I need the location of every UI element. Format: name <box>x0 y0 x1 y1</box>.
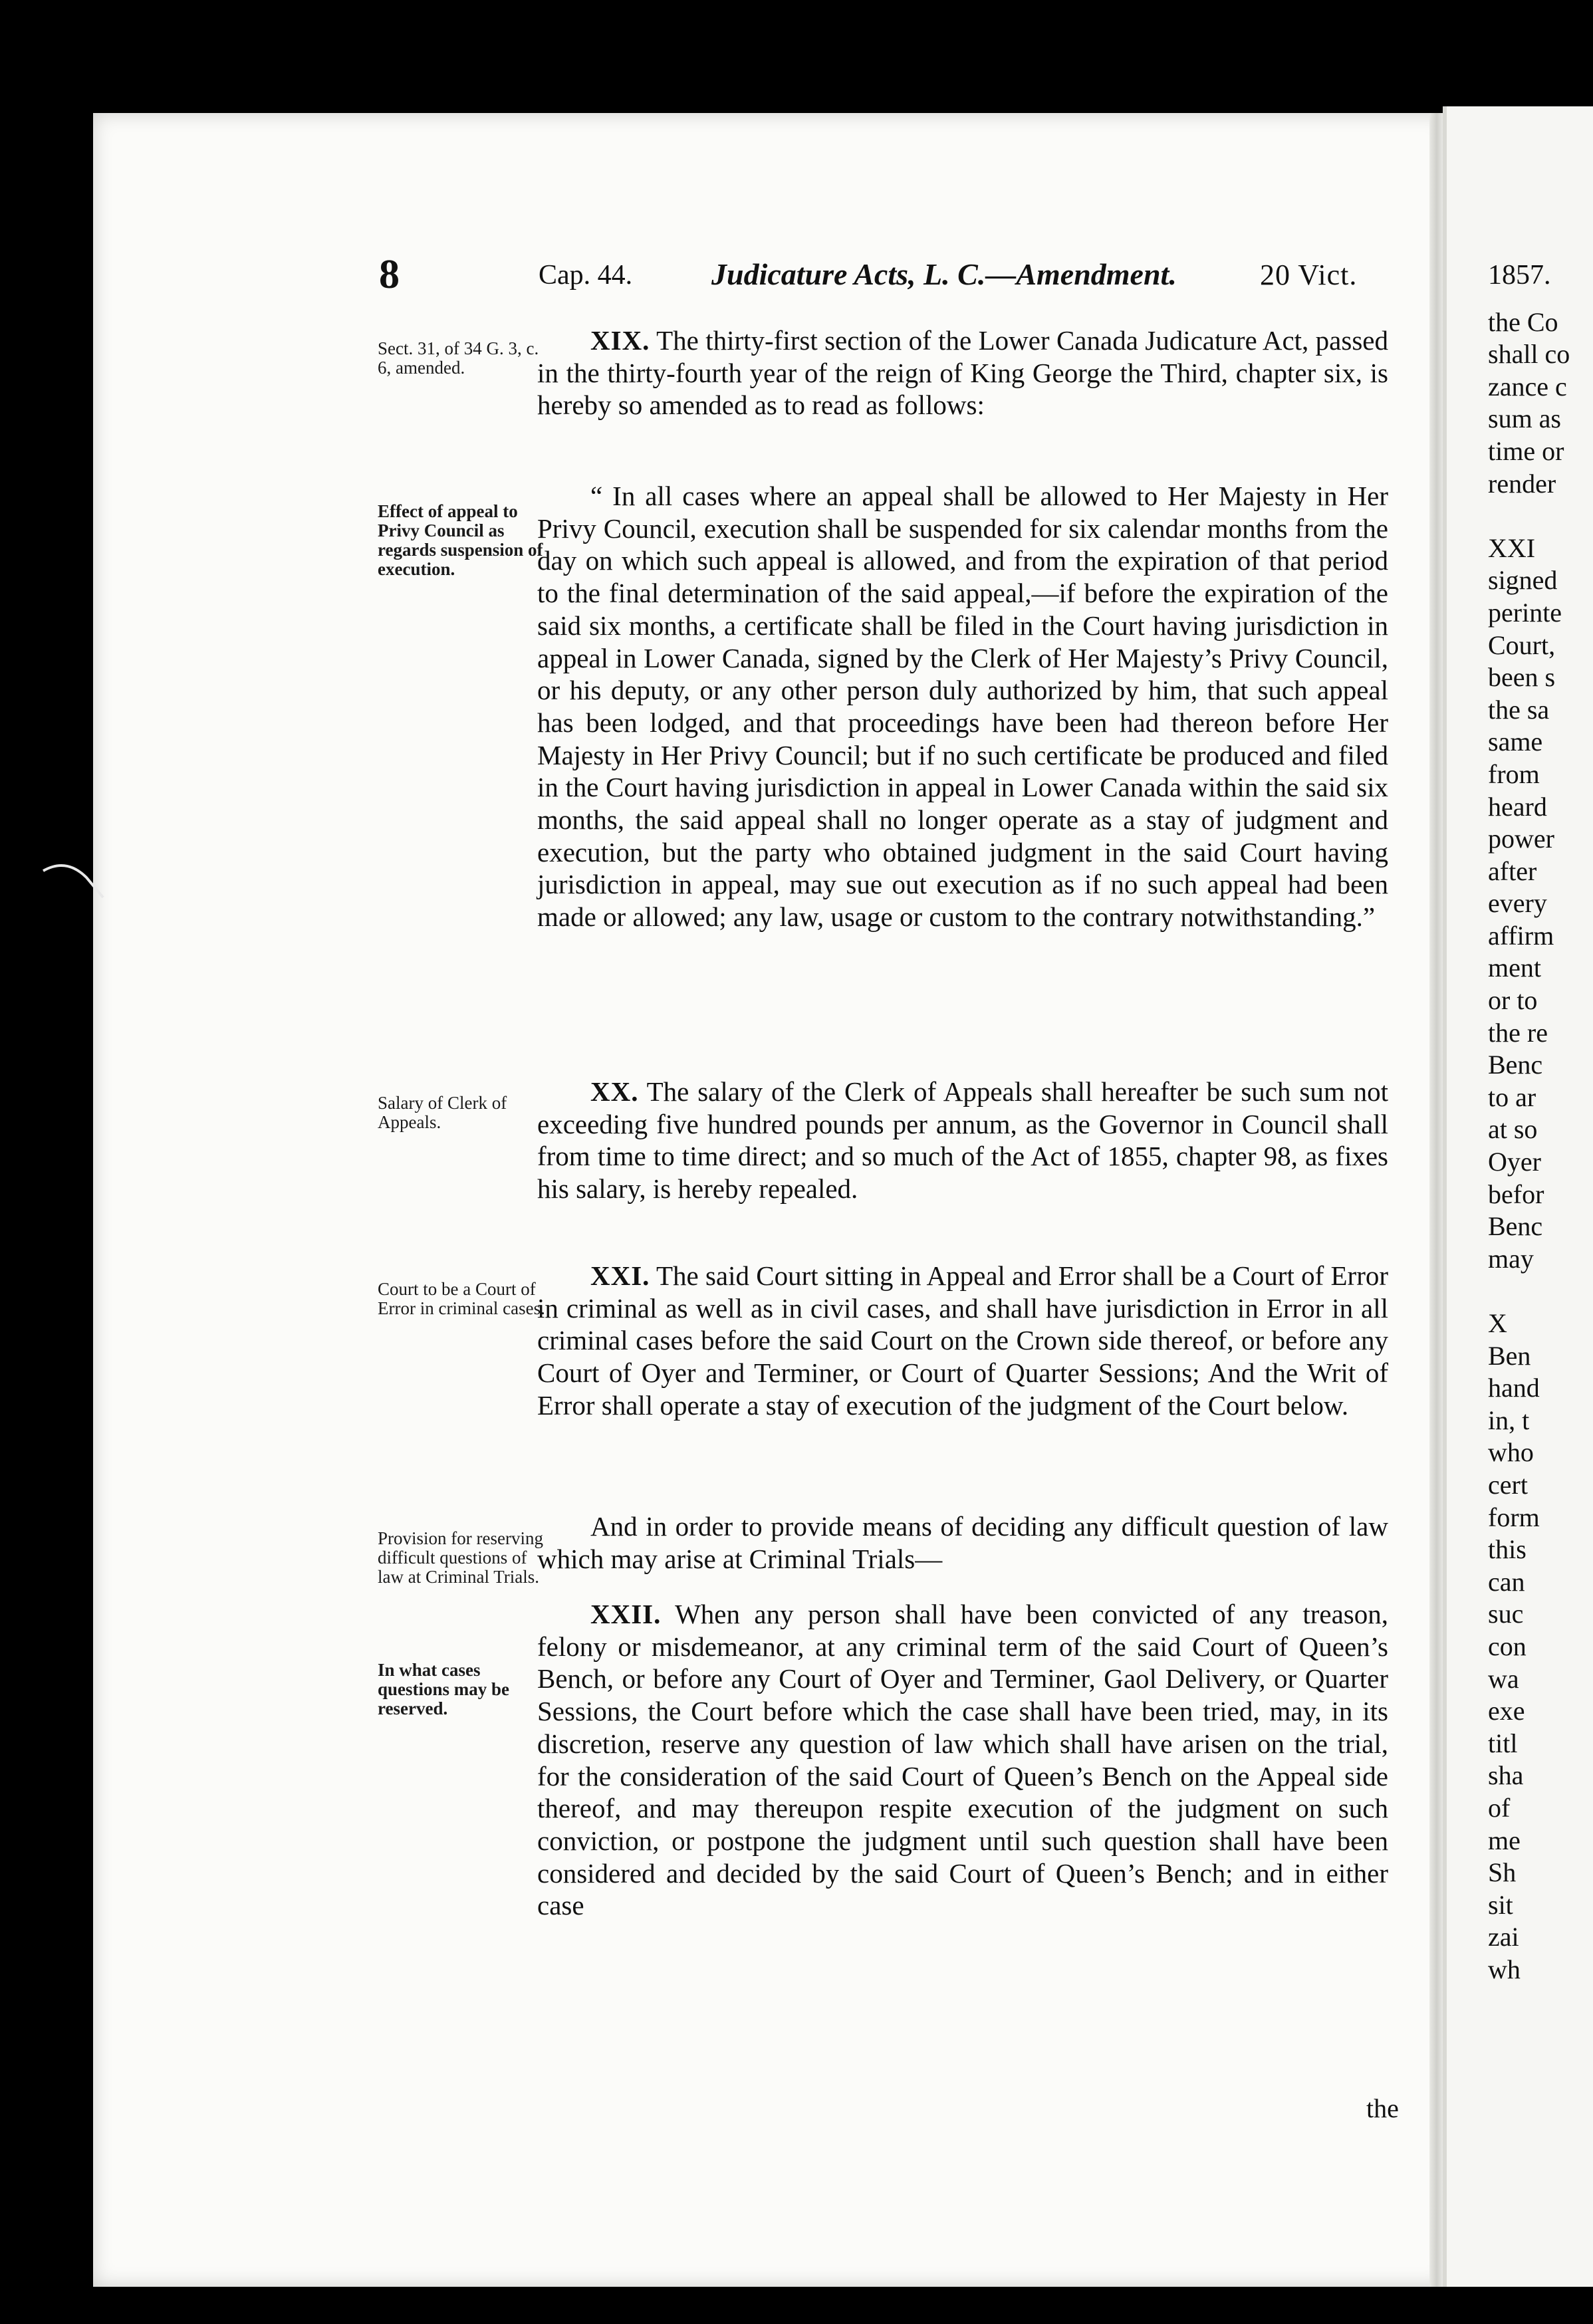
facing-page-line: Sh <box>1488 1857 1517 1888</box>
facing-page-line: the sa <box>1488 694 1550 725</box>
facing-page-line <box>1488 500 1593 532</box>
section-text: The thirty-first section of the Lower Canada Judicature Act, passed in the thirty-fourth year of the reign of King George the Third, chapter six, is hereby so amended as to read as follows: <box>537 325 1388 421</box>
facing-page-line: heard <box>1488 791 1547 822</box>
section-text: When any person shall have been convicted of any treason, felony or misdemeanor, at any criminal term of the said Court of Queen’s Bench, or before any Court of Oyer and Terminer, Gaol Delivery, or Quarter Sessions, the Court before which the case shall have been tried, may, in its discretion, reserve any question of law which shall have arisen on the trial, for the consideration of the said Court of Queen’s Bench on the Appeal side thereof, and may thereupon respite execution of the judgment on such conviction, or postpone the judgment until such question shall have been considered and decided by the said Court of Queen’s Bench; and in either case <box>537 1599 1389 1921</box>
running-title: Judicature Acts, L. C.—Amendment. <box>711 257 1177 291</box>
section-number: XXII. <box>590 1599 662 1629</box>
section-text: The salary of the Clerk of Appeals shall hereafter be such sum not exceeding five hundred pounds per annum, as the Governor in Council shall from time to time direct; and so much of the Act of 1855, chapter 98, as fixes his salary, is hereby repealed. <box>537 1076 1388 1205</box>
margin-note-salary: Salary of Clerk of Appeals. <box>378 1093 507 1132</box>
facing-page-line: cert <box>1488 1469 1528 1500</box>
page-gutter <box>1429 113 1444 2287</box>
facing-page-line: after <box>1488 856 1537 886</box>
section-xix <box>537 324 1388 421</box>
facing-page-line: form <box>1488 1502 1540 1532</box>
margin-note-provision: Provision for reserving difficult questions of law at Criminal Trials. <box>378 1528 543 1587</box>
facing-page-line: wa <box>1488 1663 1519 1694</box>
section-number: XXI. <box>590 1260 650 1291</box>
facing-page-line: sha <box>1488 1760 1524 1791</box>
facing-page-line: me <box>1488 1825 1521 1855</box>
facing-page-line: Ben <box>1488 1340 1531 1371</box>
facing-page-line: exe <box>1488 1696 1525 1726</box>
facing-page-line: shall co <box>1488 339 1570 370</box>
facing-page-line: affirm <box>1488 920 1554 951</box>
facing-page-line: or to <box>1488 985 1538 1016</box>
margin-note-error: Court to be a Court of Error in criminal cases. <box>378 1279 545 1318</box>
facing-page-line: sum as <box>1488 404 1561 434</box>
facing-page-line: hand <box>1488 1373 1540 1403</box>
facing-page-line: every <box>1488 888 1547 919</box>
facing-page-line: can <box>1488 1566 1525 1597</box>
facing-page-year: 1857. <box>1488 260 1551 290</box>
facing-page-line: may <box>1488 1243 1534 1274</box>
facing-page-line: ment <box>1488 953 1541 983</box>
facing-page-line: Oyer <box>1488 1147 1541 1177</box>
facing-page-line: Benc <box>1488 1211 1543 1242</box>
section-number: XIX. <box>590 325 650 356</box>
facing-page-line: same <box>1488 727 1543 757</box>
section-text: The said Court sitting in Appeal and Error shall be a Court of Error in criminal as well as in civil cases, and shall have jurisdiction in Error in all criminal cases before the said Court on the Crown side thereof, or before any Court of Oyer and Terminer, or Court of Quarter Sessions; And the Writ of Error shall operate a stay of execution of the judgment of the Court below. <box>537 1260 1389 1421</box>
facing-page-line: been s <box>1488 662 1556 693</box>
facing-page-line: the re <box>1488 1017 1548 1048</box>
facing-page-line: in, t <box>1488 1405 1530 1435</box>
facing-page-line: zance c <box>1488 371 1567 402</box>
facing-page-line: con <box>1488 1631 1527 1661</box>
facing-page-line: zai <box>1488 1922 1519 1952</box>
facing-page-line: Court, <box>1488 630 1556 660</box>
regnal-year: 20 Vict. <box>1260 259 1358 291</box>
facing-page-text <box>1488 259 1593 1986</box>
quoted-section: “ In all cases where an appeal shall be allowed to Her Majesty in Her Privy Council, execution shall be suspended for six calendar months from the day on which such appeal is allowed, and from the expiration of that period to the final determination of the said appeal,—if before the expiration of the said six months, a certificate shall be filed in the Court having jurisdiction in appeal in Lower Canada, signed by the Clerk of Her Majesty’s Privy Council, or his deputy, or any other person duly authorized by him, that such appeal has been lodged, and that proceedings have been had thereon before Her Majesty in Her Privy Council; but if no such certificate be produced and filed in the Court having jurisdiction in appeal in Lower Canada within the said six months, the said appeal shall no longer operate as a stay of judgment and execution, but the party who obtained judgment in the said Court having jurisdiction in appeal, may sue out execution as if no such appeal had been made or allowed; any law, usage or custom to the contrary notwithstanding.” <box>537 481 1388 933</box>
facing-page-line: Benc <box>1488 1050 1543 1080</box>
facing-page-line: X <box>1488 1308 1507 1338</box>
margin-note-cases: In what cases questions may be reserved. <box>378 1660 510 1718</box>
facing-page-line: at so <box>1488 1114 1538 1145</box>
facing-page-line: sit <box>1488 1889 1513 1920</box>
facing-page-line: titl <box>1488 1728 1518 1758</box>
facing-page-line: render <box>1488 468 1556 499</box>
facing-page-line: this <box>1488 1534 1527 1565</box>
facing-page-lines <box>1488 306 1593 1986</box>
facing-page-line: time or <box>1488 435 1564 466</box>
facing-page-line <box>1488 1275 1593 1308</box>
section-xxi <box>537 1260 1388 1422</box>
section-xxii <box>537 1598 1388 1922</box>
facing-page-line: perinte <box>1488 597 1562 628</box>
facing-page-line: XXI <box>1488 532 1536 563</box>
page-number: 8 <box>379 252 400 297</box>
page-edge-mark <box>40 858 106 904</box>
section-xx <box>537 1076 1388 1205</box>
facing-page-line: power <box>1488 824 1554 854</box>
section-number: XX. <box>590 1076 639 1107</box>
margin-note-effect: Effect of appeal to Privy Council as regards suspension of execution. <box>378 501 543 579</box>
facing-page-line: of <box>1488 1792 1511 1823</box>
facing-page-line: from <box>1488 758 1540 789</box>
facing-page-line: to ar <box>1488 1082 1536 1112</box>
facing-page-line: who <box>1488 1437 1534 1468</box>
facing-page-line: signed <box>1488 565 1558 596</box>
facing-page-line: befor <box>1488 1179 1544 1209</box>
chapter-number: Cap. 44. <box>539 260 633 290</box>
catchword: the <box>1366 2093 1399 2123</box>
facing-page-line: wh <box>1488 1954 1521 1984</box>
preamble: And in order to provide means of deciding any difficult question of law which may arise at Criminal Trials— <box>537 1511 1388 1574</box>
margin-note-sect31: Sect. 31, of 34 G. 3, c. 6, amended. <box>378 338 539 378</box>
facing-page-line: suc <box>1488 1599 1524 1629</box>
facing-page-line: the Co <box>1488 306 1558 337</box>
